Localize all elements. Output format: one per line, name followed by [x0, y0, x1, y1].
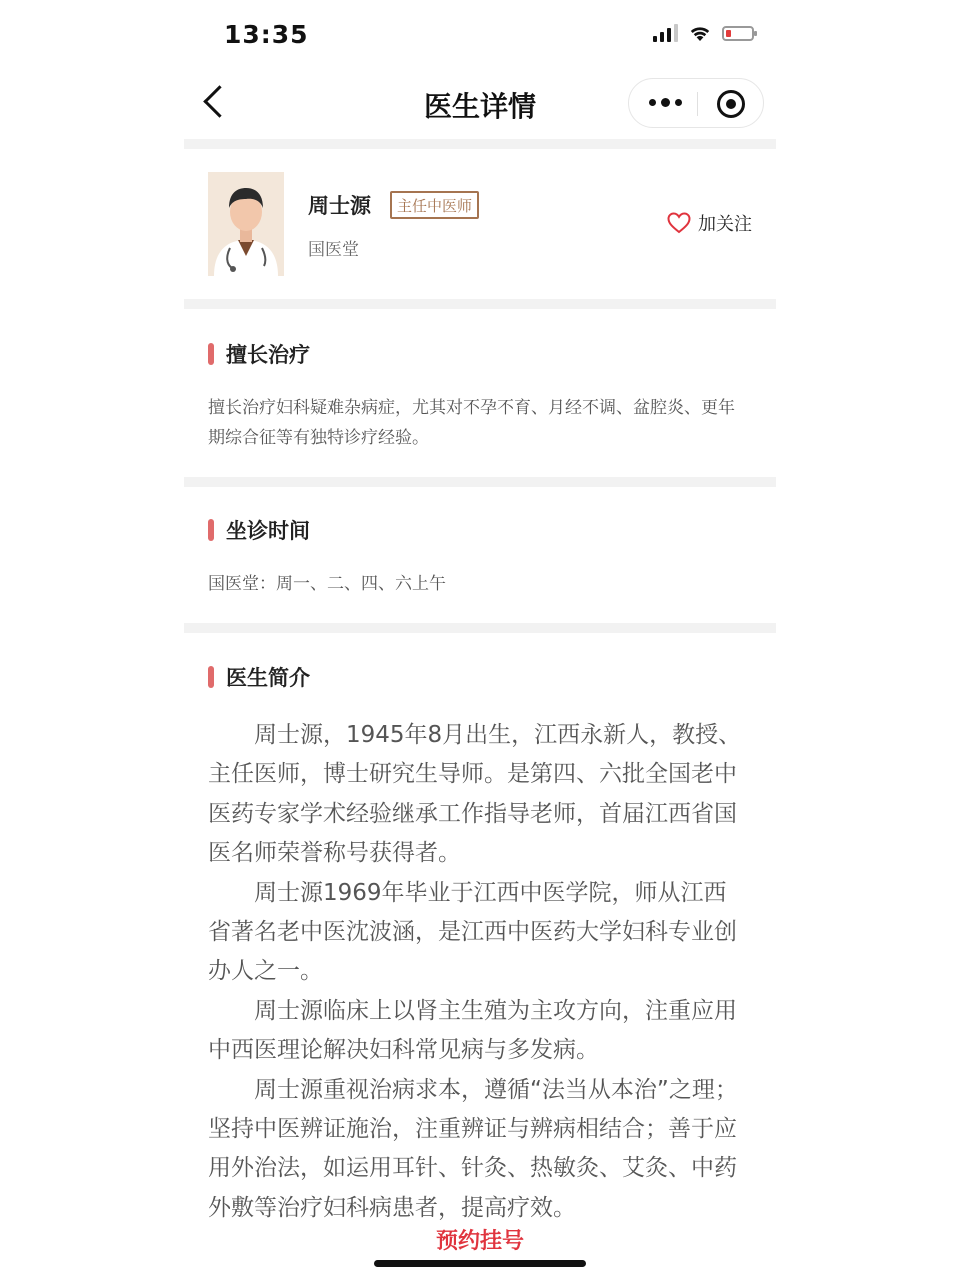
section-accent-bar — [208, 666, 214, 688]
doctor-name: 周士源 — [308, 194, 371, 218]
nav-bar — [184, 70, 776, 136]
schedule-heading: 坐诊时间 — [226, 519, 310, 543]
status-time: 13:35 — [224, 20, 309, 49]
capsule-divider — [697, 92, 698, 116]
section-divider — [184, 139, 776, 149]
status-icons — [653, 24, 754, 42]
phone-screen — [184, 0, 776, 1280]
more-dots-icon[interactable] — [649, 99, 682, 107]
specialty-header — [208, 339, 310, 369]
mini-program-capsule — [628, 78, 764, 128]
specialty-text: 擅长治疗妇科疑难杂病症，尤其对不孕不育、月经不调、盆腔炎、更年期综合征等有独特诊疗经验。 — [208, 398, 735, 448]
battery-icon — [722, 26, 754, 41]
intro-text — [208, 716, 748, 1221]
heart-outline-icon — [666, 211, 692, 235]
follow-button[interactable] — [666, 210, 752, 236]
schedule-header — [208, 515, 310, 545]
page-title: 医生详情 — [423, 90, 536, 123]
schedule-text: 国医堂：周一、二、四、六上午 — [208, 574, 446, 594]
follow-label: 加关注 — [698, 214, 752, 235]
section-accent-bar — [208, 519, 214, 541]
intro-paragraph: 周士源重视治病求本，遵循“法当从本治”之理；坚持中医辨证施治，注重辨证与辨病相结合；善于应用外治法，如运用耳针、针灸、热敏灸、艾灸、中药外敷等治疗妇科病患者，提高疗效。 — [208, 1076, 738, 1221]
intro-paragraph: 周士源，1945年8月出生，江西永新人，教授、主任医师，博士研究生导师。是第四、六批全国老中医药专家学术经验继承工作指导老师，首届江西省国医名师荣誉称号获得者。 — [208, 722, 742, 867]
intro-paragraph: 周士源1969年毕业于江西中医学院，师从江西省著名老中医沈波涵，是江西中医药大学妇科专业创办人之一。 — [208, 879, 737, 985]
close-target-icon[interactable] — [717, 90, 745, 118]
section-accent-bar — [208, 343, 214, 365]
section-divider — [184, 299, 776, 309]
book-appointment-button[interactable]: 预约挂号 — [435, 1229, 524, 1254]
intro-header — [208, 662, 310, 692]
section-divider — [184, 477, 776, 487]
specialty-heading: 擅长治疗 — [226, 343, 310, 367]
doctor-title-badge: 主任中医师 — [390, 191, 479, 219]
wifi-icon — [688, 24, 712, 42]
section-divider — [184, 623, 776, 633]
home-indicator[interactable] — [374, 1260, 586, 1267]
intro-paragraph: 周士源临床上以肾主生殖为主攻方向，注重应用中西医理论解决妇科常见病与多发病。 — [208, 997, 737, 1064]
cellular-signal-icon — [653, 24, 678, 42]
doctor-avatar — [208, 172, 284, 276]
doctor-department: 国医堂 — [308, 240, 359, 260]
intro-heading: 医生简介 — [226, 666, 310, 690]
